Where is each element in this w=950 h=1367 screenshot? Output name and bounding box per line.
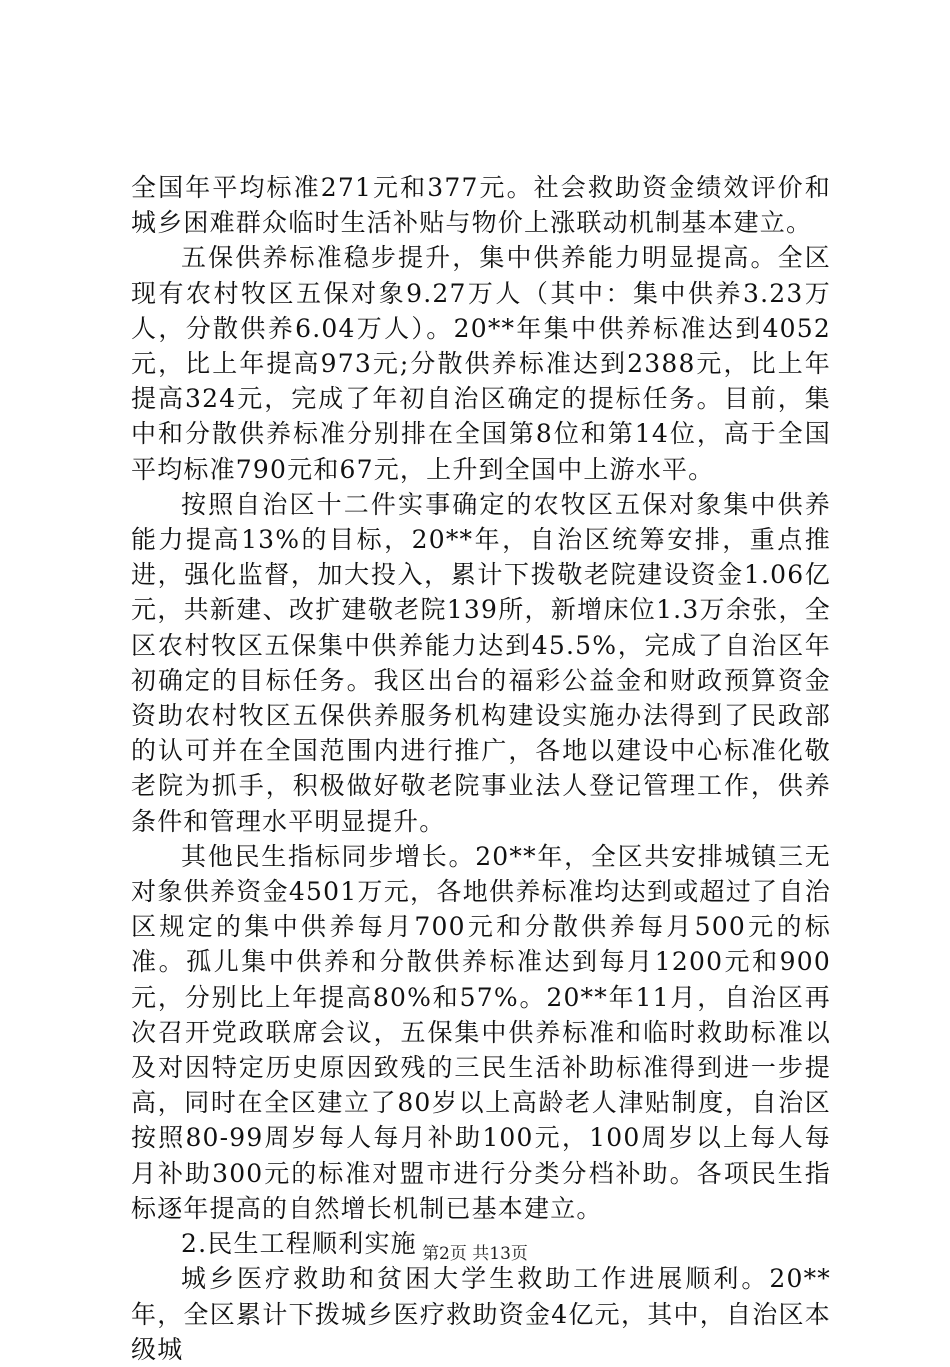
- paragraph-nursing-home: 按照自治区十二件实事确定的农牧区五保对象集中供养能力提高13%的目标，20**年，自治区统筹安排，重点推进，强化监督，加大投入，累计下拨敬老院建设资金1.06亿元，共新建、改扩建敬老院139所，新增床位1.3万余张，全区农村牧区五保集中供养能力达到45.5%，完成了自治区年初确定的目标任务。我区出台的福彩公益金和财政预算资金资助农村牧区五保供养服务机构建设实施办法得到了民政部的认可并在全国范围内进行推广，各地以建设中心标准化敬老院为抓手，积极做好敬老院事业法人登记管理工作，供养条件和管理水平明显提升。: [131, 489, 831, 836]
- section-heading: 2.民生工程顺利实施: [181, 1229, 417, 1259]
- paragraph-continued: 全国年平均标准271元和377元。社会救助资金绩效评价和城乡困难群众临时生活补贴与物价上涨联动机制基本建立。: [131, 173, 831, 238]
- paragraph-other-indicators: 其他民生指标同步增长。20**年，全区共安排城镇三无对象供养资金4501万元，各地供养标准均达到或超过了自治区规定的集中供养每月700元和分散供养每月500元的标准。孤儿集中供养和分散供养标准达到每月1200元和900元，分别比上年提高80%和57%。20**年11月，自治区再次召开党政联席会议，五保集中供养标准和临时救助标准以及对因特定历史原因致残的三民生活补助标准得到进一步提高，同时在全区建立了80岁以上高龄老人津贴制度，自治区按照80-99周岁每人每月补助100元，100周岁以上每人每月补助300元的标准对盟市进行分类分档补助。各项民生指标逐年提高的自然增长机制已基本建立。: [131, 841, 831, 1223]
- page-number-footer: 第2页 共13页: [422, 1244, 528, 1264]
- paragraph-wubao-standard: 五保供养标准稳步提升，集中供养能力明显提高。全区现有农村牧区五保对象9.27万人（其中：集中供养3.23万人，分散供养6.04万人）。20**年集中供养标准达到4052元，比上年提高973元;分散供养标准达到2388元，比上年提高324元，完成了年初自治区确定的提标任务。目前，集中和分散供养标准分别排在全国第8位和第14位，高于全国平均标准790元和67元，上升到全国中上游水平。: [131, 243, 831, 484]
- document-body: [131, 170, 831, 1367]
- paragraph-medical-aid: 城乡医疗救助和贫困大学生救助工作进展顺利。20**年，全区累计下拨城乡医疗救助资金4亿元，其中，自治区本级城: [131, 1264, 831, 1364]
